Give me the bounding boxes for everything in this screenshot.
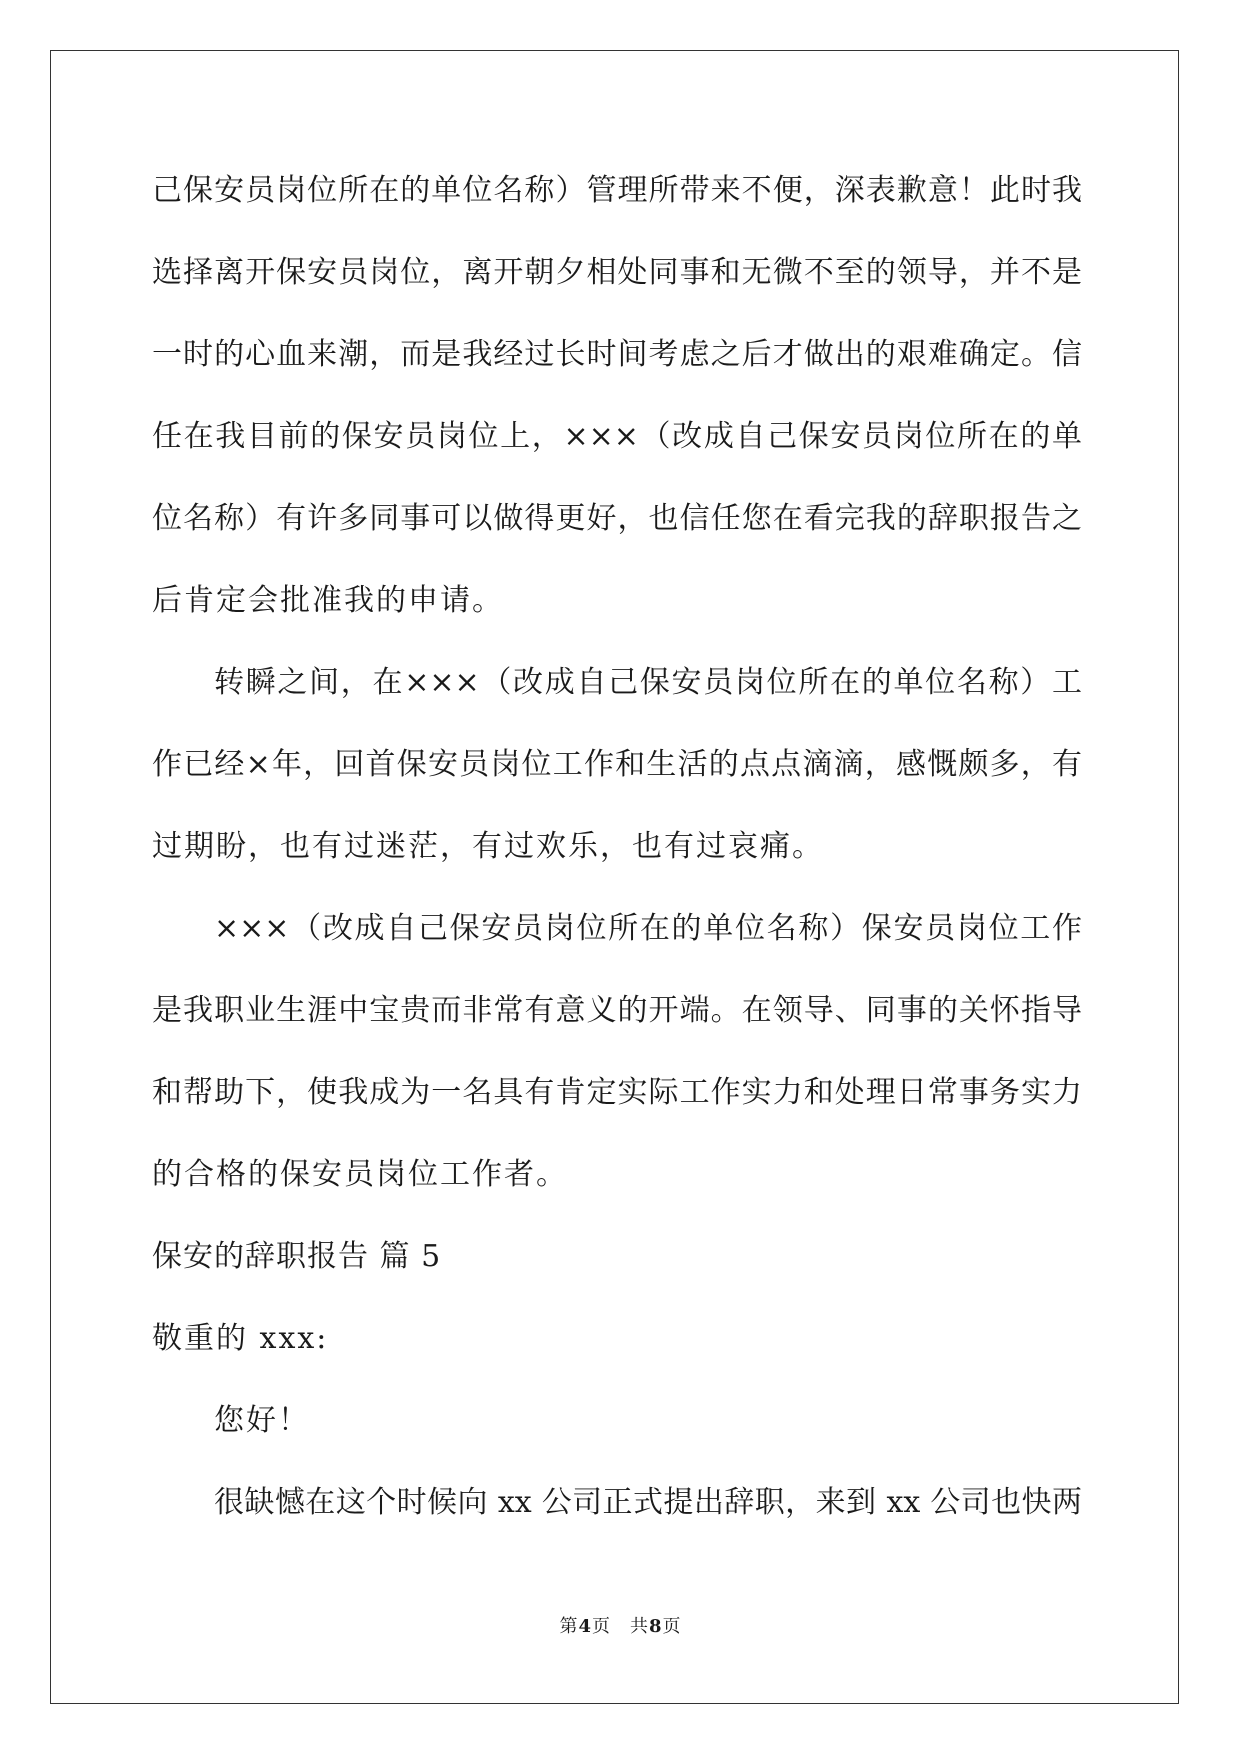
page-footer	[0, 1612, 1241, 1638]
text-line: 后肯定会批准我的申请。	[152, 583, 504, 618]
text-line: 作已经×年，回首保安员岗位工作和生活的点点滴滴，感慨颇多，有	[152, 747, 1082, 782]
current-page-number: 4	[578, 1616, 592, 1637]
salutation: 敬重的 xxx:	[152, 1321, 329, 1356]
text-line: ×××（改成自己保安员岗位所在的单位名称）保安员岗位工作	[214, 911, 1082, 946]
text-line: 过期盼，也有过迷茫，有过欢乐，也有过哀痛。	[152, 829, 824, 864]
text-line: 和帮助下，使我成为一名具有肯定实际工作实力和处理日常事务实力	[152, 1075, 1082, 1110]
document-body	[152, 160, 1082, 1554]
footer-prefix: 第	[559, 1616, 579, 1637]
greeting: 您好！	[214, 1403, 310, 1438]
text-line: 一时的心血来潮，而是我经过长时间考虑之后才做出的艰难确定。信	[152, 337, 1082, 372]
text-line: 是我职业生涯中宝贵而非常有意义的开端。在领导、同事的关怀指导	[152, 993, 1082, 1028]
text-line: 的合格的保安员岗位工作者。	[152, 1157, 568, 1192]
total-page-number: 8	[649, 1616, 663, 1637]
footer-mid: 页 共	[592, 1616, 649, 1637]
footer-suffix: 页	[662, 1616, 682, 1637]
text-line: 任在我目前的保安员岗位上，×××（改成自己保安员岗位所在的单	[152, 419, 1082, 454]
text-line: 位名称）有许多同事可以做得更好，也信任您在看完我的辞职报告之	[152, 501, 1082, 536]
text-line: 己保安员岗位所在的单位名称）管理所带来不便，深表歉意！此时我	[152, 173, 1082, 208]
text-line: 转瞬之间，在×××（改成自己保安员岗位所在的单位名称）工	[214, 665, 1082, 700]
text-line: 很缺憾在这个时候向 xx 公司正式提出辞职，来到 xx 公司也快两	[214, 1485, 1082, 1520]
text-line: 选择离开保安员岗位，离开朝夕相处同事和无微不至的领导，并不是	[152, 255, 1082, 290]
section-heading: 保安的辞职报告 篇 5	[152, 1239, 442, 1274]
